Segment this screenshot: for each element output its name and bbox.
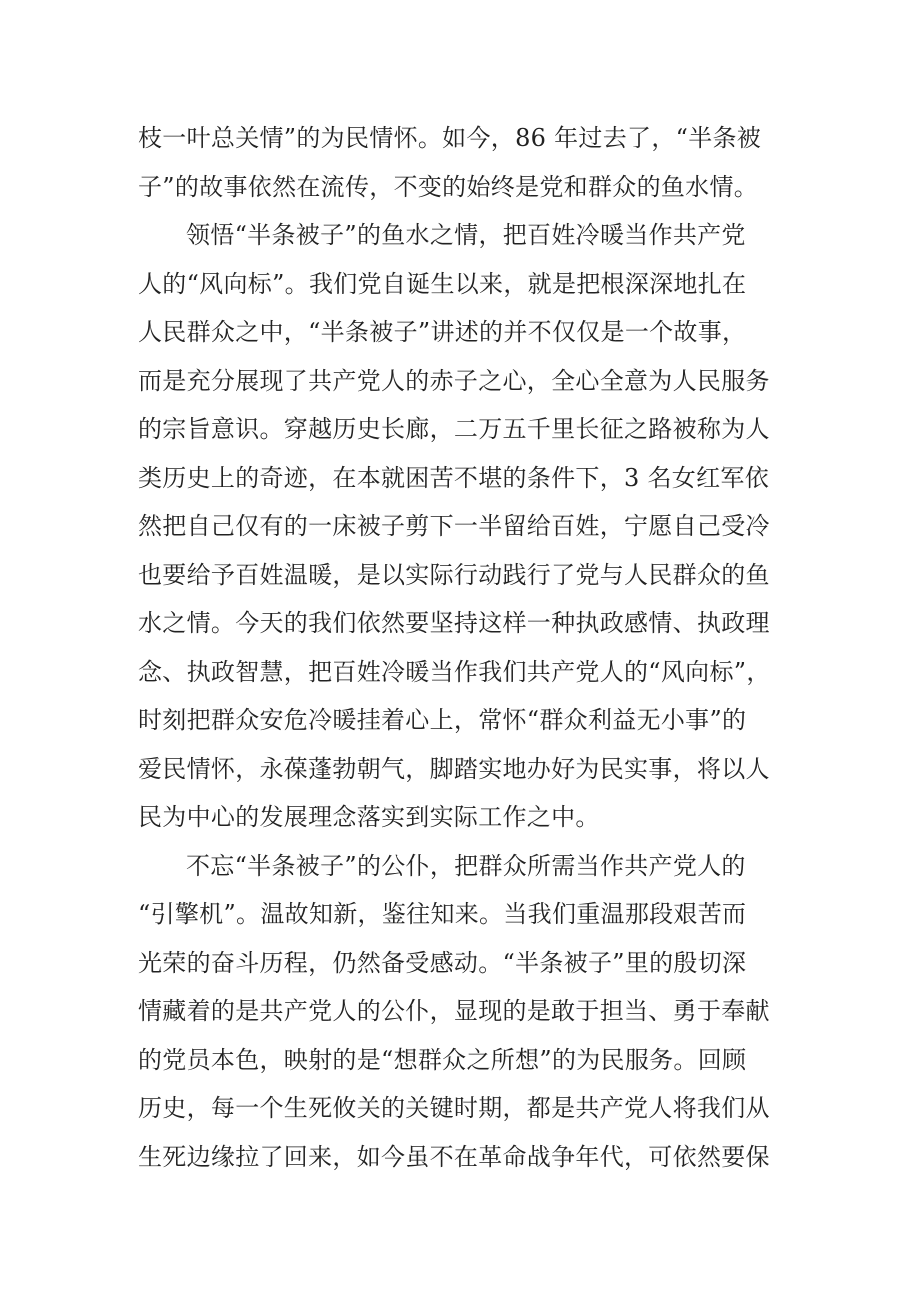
text-line: “引擎机”。温故知新，鉴往知来。当我们重温那段艰苦而 xyxy=(138,900,747,928)
text-line: 水之情。今天的我们依然要坚持这样一种执政感情、执政理 xyxy=(138,609,770,637)
body-text xyxy=(138,114,798,1181)
text-line: 时刻把群众安危冷暖挂着心上，常怀“群众利益无小事”的 xyxy=(138,706,747,734)
text-line: 也要给予百姓温暖，是以实际行动践行了党与人民群众的鱼 xyxy=(138,560,770,589)
text-line: 民为中心的发展理念落实到实际工作之中。 xyxy=(138,803,600,831)
text-line: 枝一叶总关情”的为民情怀。如今，86 年过去了，“半条被 xyxy=(138,124,762,152)
paragraph-start-line: 不忘“半条被子”的公仆，把群众所需当作共产党人的 xyxy=(186,851,746,880)
text-line: 人民群众之中，“半条被子”讲述的并不仅仅是一个故事， xyxy=(138,318,747,346)
text-line: 生死边缘拉了回来，如今虽不在革命战争年代，可依然要保 xyxy=(138,1142,770,1171)
paragraph-start-line: 领悟“半条被子”的鱼水之情，把百姓冷暖当作共产党 xyxy=(186,221,746,249)
text-line: 的党员本色，映射的是“想群众之所想”的为民服务。回顾 xyxy=(138,1045,747,1074)
text-line: 子”的故事依然在流传，不变的始终是党和群众的鱼水情。 xyxy=(138,172,759,201)
text-line: 念、执政智慧，把百姓冷暖当作我们共产党人的“风向标”， xyxy=(138,657,771,686)
text-line: 人的“风向标”。我们党自诞生以来，就是把根深深地扎在 xyxy=(138,269,747,298)
text-line: 的宗旨意识。穿越历史长廊，二万五千里长征之路被称为人 xyxy=(138,415,770,443)
text-line: 类历史上的奇迹，在本就困苦不堪的条件下，3 名女红军依 xyxy=(138,463,769,492)
text-line: 情藏着的是共产党人的公仆，显现的是敢于担当、勇于奉献 xyxy=(138,997,770,1025)
text-line: 光荣的奋斗历程，仍然备受感动。“半条被子”里的殷切深 xyxy=(138,948,747,977)
text-line: 历史，每一个生死攸关的关键时期，都是共产党人将我们从 xyxy=(138,1094,770,1122)
text-line: 而是充分展现了共产党人的赤子之心，全心全意为人民服务 xyxy=(138,366,770,395)
text-line: 爱民情怀，永葆蓬勃朝气，脚踏实地办好为民实事，将以人 xyxy=(138,754,770,783)
text-line: 然把自己仅有的一床被子剪下一半留给百姓，宁愿自己受冷 xyxy=(138,512,770,540)
